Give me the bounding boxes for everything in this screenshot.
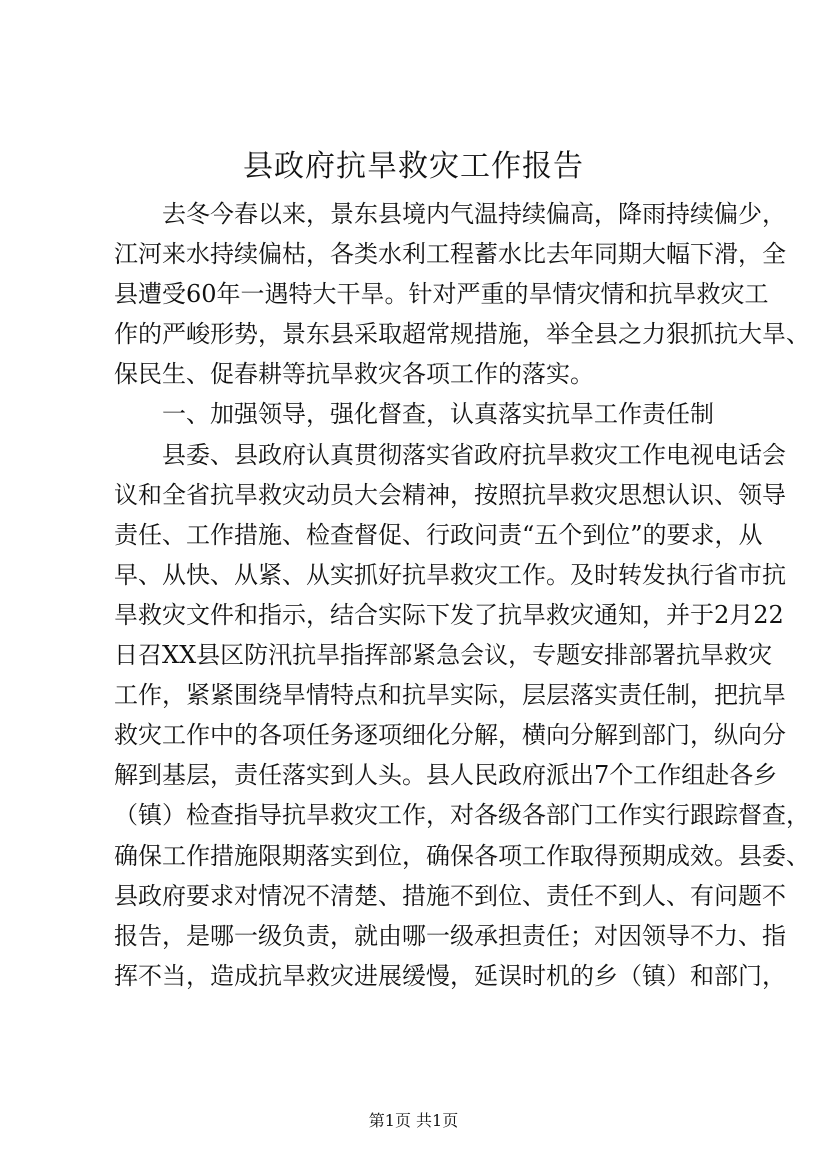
document-title: 县政府抗旱救灾工作报告 xyxy=(243,149,584,184)
body-line: 议和全省抗旱救灾动员大会精神，按照抗旱救灾思想认识、领导 xyxy=(114,480,786,509)
body-line: 县政府要求对情况不清楚、措施不到位、责任不到人、有问题不 xyxy=(114,881,786,910)
body-line: 去冬今春以来，景东县境内气温持续偏高，降雨持续偏少， xyxy=(162,200,786,228)
body-line: 解到基层，责任落实到人头。县人民政府派出7个工作组赴各乡 xyxy=(114,761,778,790)
section-heading: 一、加强领导，强化督查，认真落实抗旱工作责任制 xyxy=(162,400,714,429)
body-line: 挥不当，造成抗旱救灾进展缓慢，延误时机的乡（镇）和部门， xyxy=(114,961,786,990)
page-number: 第1页 共1页 xyxy=(368,1111,459,1130)
body-line: 县遭受60年一遇特大干旱。针对严重的旱情灾情和抗旱救灾工 xyxy=(114,280,769,309)
body-line: （镇）检查指导抗旱救灾工作，对各级各部门工作实行跟踪督查， xyxy=(114,801,810,830)
body-line: 作的严峻形势，景东县采取超常规措施，举全县之力狠抓抗大旱、 xyxy=(114,320,810,349)
body-line: 确保工作措施限期落实到位，确保各项工作取得预期成效。县委、 xyxy=(114,841,810,870)
body-line: 旱救灾文件和指示，结合实际下发了抗旱救灾通知，并于2月22 xyxy=(114,600,784,629)
body-line: 保民生、促春耕等抗旱救灾各项工作的落实。 xyxy=(114,360,594,389)
body-line: 日召XX县区防汛抗旱指挥部紧急会议，专题安排部署抗旱救灾 xyxy=(114,641,773,670)
document-body xyxy=(114,194,810,996)
body-line: 报告，是哪一级负责，就由哪一级承担责任；对因领导不力、指 xyxy=(114,921,786,950)
body-line: 责任、工作措施、检查督促、行政问责“五个到位”的要求，从 xyxy=(114,520,763,549)
body-line: 县委、县政府认真贯彻落实省政府抗旱救灾工作电视电话会 xyxy=(162,440,786,469)
body-line: 江河来水持续偏枯，各类水利工程蓄水比去年同期大幅下滑，全 xyxy=(114,240,786,269)
body-line: 工作，紧紧围绕旱情特点和抗旱实际，层层落实责任制，把抗旱 xyxy=(114,681,786,710)
body-line: 救灾工作中的各项任务逐项细化分解，横向分解到部门，纵向分 xyxy=(114,721,786,750)
body-line: 早、从快、从紧、从实抓好抗旱救灾工作。及时转发执行省市抗 xyxy=(114,560,786,589)
